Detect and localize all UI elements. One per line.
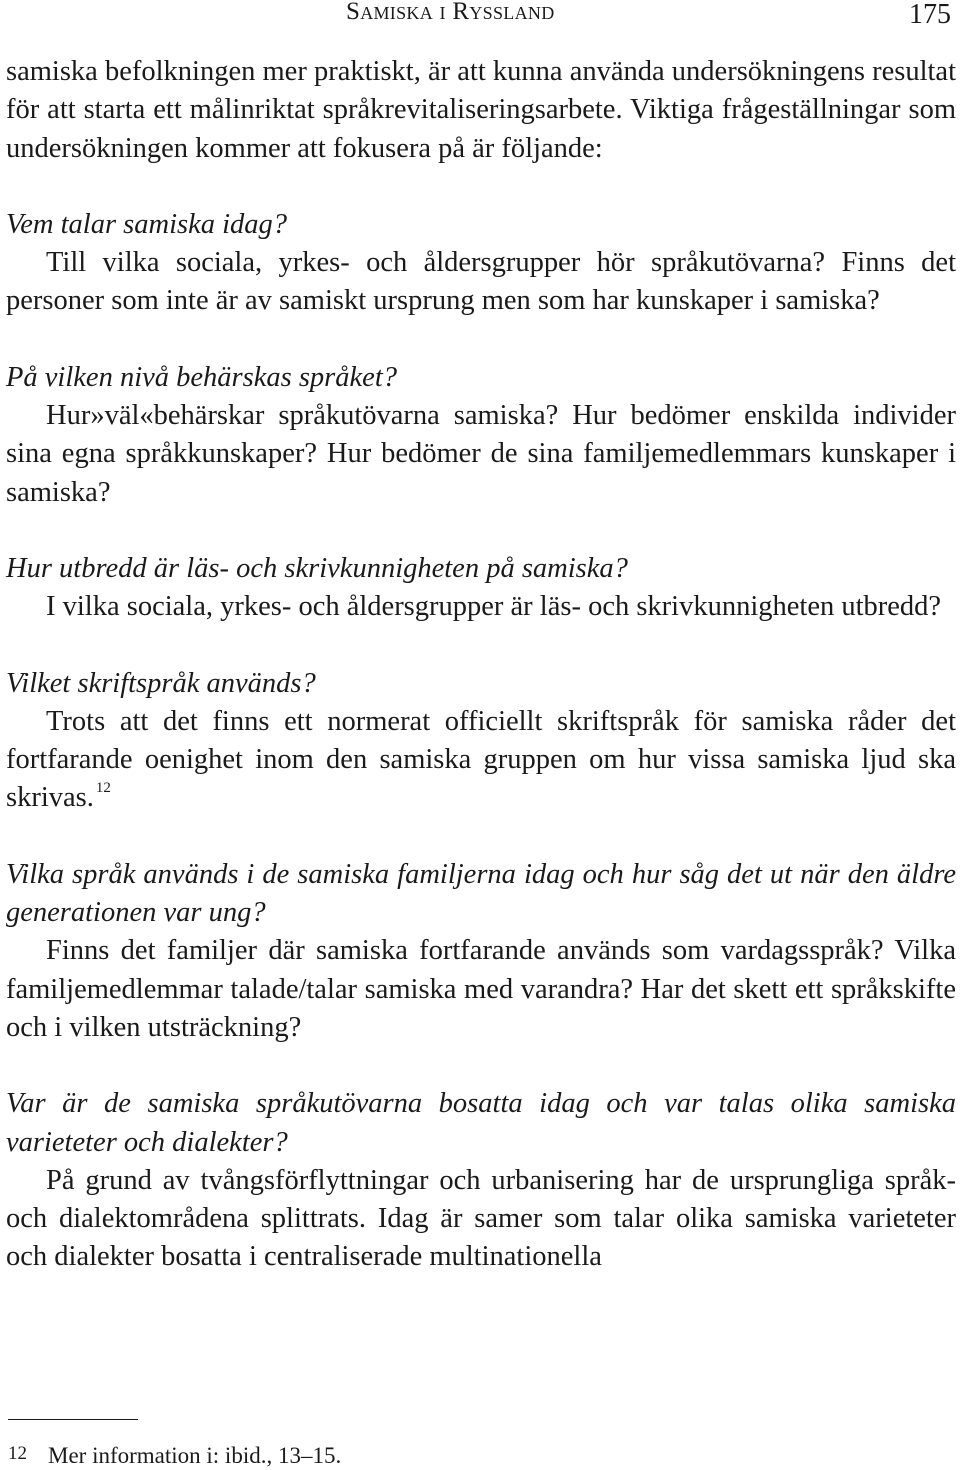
answer-paragraph: I vilka sociala, yrkes- och åldersgrupper är läs- och skrivkunnigheten utbredd? bbox=[46, 591, 942, 623]
question-heading: Var är de samiska språkutövarna bosatta idag och var talas olika samiska varieteter och dialekter? bbox=[6, 1088, 956, 1158]
answer-paragraph bbox=[6, 703, 956, 818]
page-number: 175 bbox=[909, 0, 951, 30]
footnote-text: Mer information i: ibid., 13–15. bbox=[48, 1443, 342, 1468]
question-heading: Hur utbredd är läs- och skrivkunnigheten på samiska? bbox=[6, 552, 628, 584]
footnote bbox=[8, 1440, 341, 1470]
question-heading: Vilket skriftspråk används? bbox=[6, 667, 316, 699]
answer-paragraph: Finns det familjer där samiska fortfarande används som vardagsspråk? Vilka familjemedlemmar talade/talar samiska med varandra? Har det skett ett språkskifte och i vilken utsträckning? bbox=[6, 935, 956, 1043]
question-heading: Vem talar samiska idag? bbox=[6, 208, 288, 240]
running-header bbox=[0, 0, 955, 30]
answer-paragraph: På grund av tvångsförflyttningar och urbanisering har de ursprungliga språk- och dialektområdena splittrats. Idag är samer som talar olika samiska varieteter och dialekter bosatta i centraliserade multinationella bbox=[6, 1164, 956, 1273]
footnote-divider bbox=[8, 1419, 138, 1420]
answer-paragraph: Till vilka sociala, yrkes- och åldersgrupper hör språkutövarna? Finns det personer som inte är av samiskt ursprung men som har kunskaper i samiska? bbox=[6, 247, 956, 317]
question-heading: Vilka språk används i de samiska familjerna idag och hur såg det ut när den äldre generationen var ung? bbox=[6, 858, 956, 929]
intro-paragraph: samiska befolkningen mer praktiskt, är att kunna använda undersökningens resultat för att starta ett målinriktat språkrevitaliseringsarbete. Viktiga frågeställningar som undersökningen kommer att fokusera på är följande: bbox=[6, 56, 956, 164]
answer-text: Trots att det finns ett normerat officiellt skriftspråk för samiska råder det fortfarande oenighet inom den samiska gruppen om hur vissa samiska ljud ska skrivas. bbox=[6, 705, 956, 814]
footnote-reference[interactable]: 12 bbox=[95, 780, 111, 797]
body-text bbox=[6, 53, 956, 1277]
answer-paragraph: Hur»väl«behärskar språkutövarna samiska? Hur bedömer enskilda individer sina egna språkkunskaper? Hur bedömer de sina familjemedlemmars kunskaper i samiska? bbox=[6, 400, 956, 508]
footnote-number: 12 bbox=[8, 1443, 27, 1464]
running-title: Samiska i Ryssland bbox=[346, 0, 555, 25]
question-heading: På vilken nivå behärskas språket? bbox=[6, 361, 397, 393]
